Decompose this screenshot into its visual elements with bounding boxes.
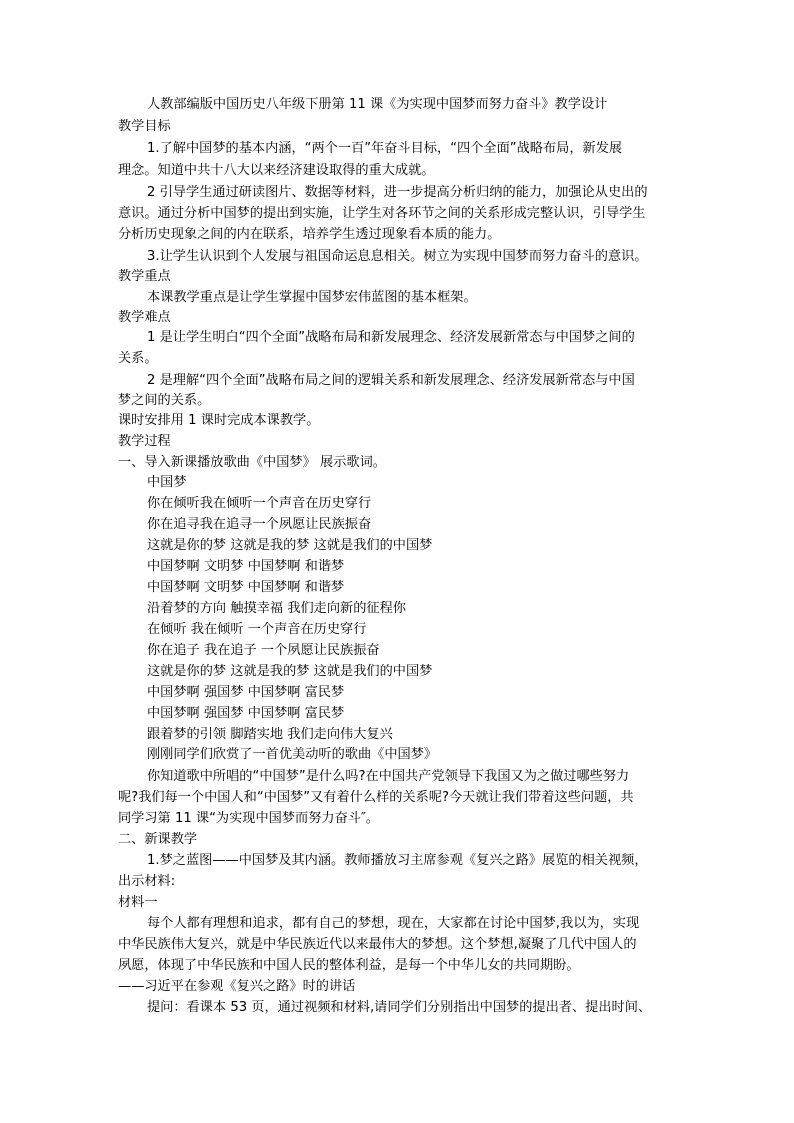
lyric-line: 你在追寻我在追寻一个夙愿让民族振奋: [147, 517, 372, 532]
paragraph-line: 2 引导学生通过研读图片、数据等材料，进一步提高分析归纳的能力，加强论从史出的: [147, 185, 648, 200]
section-heading-process: 教学过程: [118, 434, 171, 449]
section-heading-key-points: 教学重点: [118, 269, 171, 284]
lyric-line: 在倾听 我在倾听 一个声音在历史穿行: [147, 622, 367, 637]
material-source: ——习近平在参观《复兴之路》时的讲话: [118, 979, 356, 994]
lyric-line: 跟着梦的引领 脚踏实地 我们走向伟大复兴: [147, 727, 393, 742]
lyric-line: 中国梦啊 强国梦 中国梦啊 富民梦: [147, 706, 345, 721]
lyric-line: 中国梦啊 文明梦 中国梦啊 和谐梦: [147, 580, 345, 595]
lyric-line: 中国梦啊 文明梦 中国梦啊 和谐梦: [147, 559, 345, 574]
paragraph-line: 夙愿，体现了中华民族和中国人民的整体利益，是每一个中华儿女的共同期盼。: [118, 958, 580, 973]
paragraph-line: 提问：看课本 53 页，通过视频和材料,请同学们分别指出中国梦的提出者、提出时间、: [147, 1000, 652, 1015]
paragraph-line: 理念。知道中共十八大以来经济建设取得的重大成就。: [118, 163, 435, 178]
lyric-line: 你在倾听我在倾听一个声音在历史穿行: [147, 496, 372, 511]
schedule-line: 课时安排用 1 课时完成本课教学。: [118, 413, 320, 428]
lyric-line: 中国梦啊 强国梦 中国梦啊 富民梦: [147, 685, 345, 700]
step-heading-new-lesson: 二、新课教学: [118, 832, 198, 847]
section-heading-objectives: 教学目标: [118, 119, 171, 134]
lyric-line: 这就是你的梦 这就是我的梦 这就是我们的中国梦: [147, 538, 433, 553]
material-label: 材料一: [118, 895, 158, 910]
paragraph-line: 2 是理解“四个全面”战略布局之间的逻辑关系和新发展理念、经济发展新常态与中国: [147, 373, 635, 388]
lyric-line: 中国梦: [147, 475, 187, 490]
paragraph-line: 每个人都有理想和追求，都有自己的梦想，现在，大家都在讨论中国梦,我以为，实现: [147, 916, 640, 931]
document-title: 人教部编版中国历史八年级下册第 11 课《为实现中国梦而努力奋斗》教学设计: [147, 97, 608, 112]
section-heading-difficulties: 教学难点: [118, 310, 171, 325]
paragraph-line: 同学习第 11 课“为实现中国梦而努力奋斗″。: [118, 811, 380, 826]
lyric-line: 这就是你的梦 这就是我的梦 这就是我们的中国梦: [147, 664, 433, 679]
paragraph-line: 1 是让学生明白“四个全面”战略布局和新发展理念、经济发展新常态与中国梦之间的: [147, 330, 635, 345]
paragraph-line: 呢?我们每一个中国人和“中国梦”又有着什么样的关系呢?今天就让我们带着这些问题，共: [118, 790, 634, 805]
paragraph-line: 出示材料:: [118, 874, 176, 889]
paragraph-line: 意识。通过分析中国梦的提出到实施，让学生对各环节之间的关系形成完整认识，引导学生: [118, 206, 646, 221]
step-heading-intro: 一、导入新课播放歌曲《中国梦》 展示歌词。: [118, 455, 386, 470]
lyric-line: 你在追子 我在追子 一个夙愿让民族振奋: [147, 643, 380, 658]
paragraph-line: 本课教学重点是让学生掌握中国梦宏伟蓝图的基本框架。: [147, 290, 477, 305]
lyric-line: 刚刚同学们欣赏了一首优美动听的歌曲《中国梦》: [147, 747, 438, 762]
paragraph-line: 你知道歌中所唱的“中国梦”是什么吗?在中国共产党领导下我国又为之做过哪些努力: [147, 769, 630, 784]
paragraph-line: 梦之间的关系。: [118, 393, 211, 408]
paragraph-line: 中华民族伟大复兴，就是中华民族近代以来最伟大的梦想。这个梦想,凝聚了几代中国人的: [118, 937, 637, 952]
lyric-line: 沿着梦的方向 触摸幸福 我们走向新的征程你: [147, 601, 406, 616]
paragraph-line: 1.了解中国梦的基本内涵，“两个一百”年奋斗目标，“四个全面”战略布局，新发展: [147, 141, 623, 156]
paragraph-line: 分析历史现象之间的内在联系，培养学生透过现象看本质的能力。: [118, 227, 501, 242]
paragraph-line: 3.让学生认识到个人发展与祖国命运息息相关。树立为实现中国梦而努力奋斗的意识。: [147, 249, 648, 264]
paragraph-line: 1.梦之蓝图——中国梦及其内涵。教师播放习主席参观《复兴之路》展览的相关视频，: [147, 853, 648, 868]
paragraph-line: 关系。: [118, 351, 158, 366]
